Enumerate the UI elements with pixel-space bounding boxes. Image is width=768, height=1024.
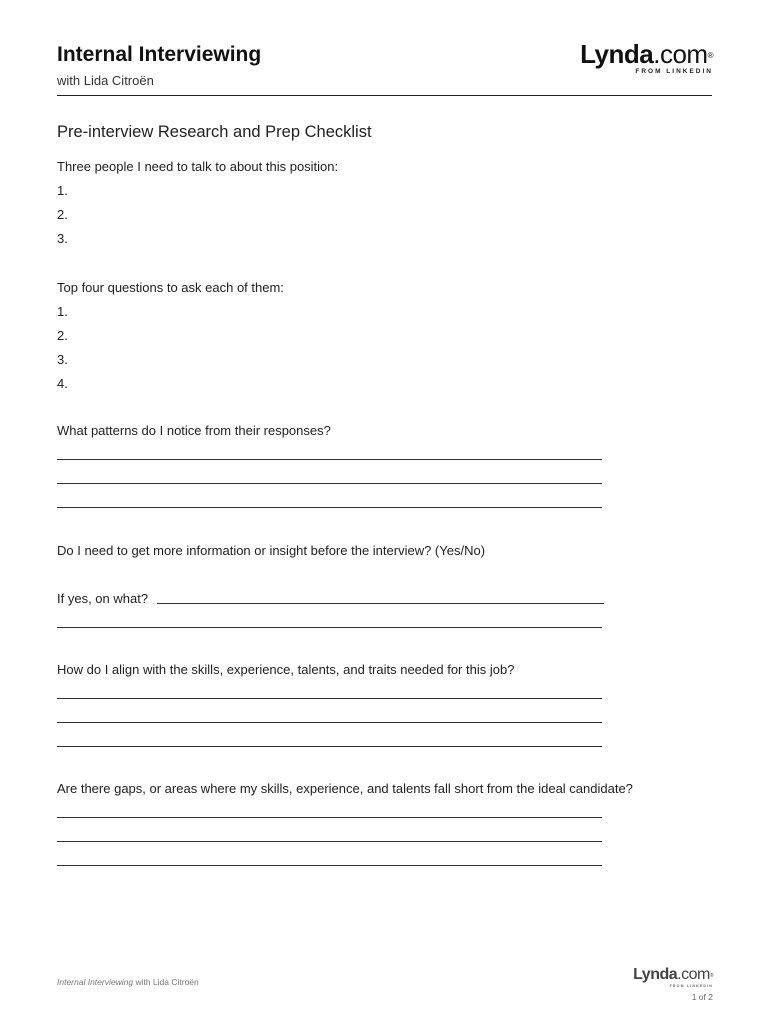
logo-bold-text: Lynda bbox=[580, 39, 654, 69]
gaps-answer-line-1[interactable] bbox=[57, 817, 602, 818]
align-answer-line-2[interactable] bbox=[57, 722, 602, 723]
align-answer-line-1[interactable] bbox=[57, 698, 602, 699]
if-yes-answer-line[interactable] bbox=[157, 603, 604, 604]
question-item-2: 2. bbox=[57, 328, 68, 343]
patterns-answer-line-3[interactable] bbox=[57, 507, 602, 508]
more-info-prompt: Do I need to get more information or insight before the interview? (Yes/No) bbox=[57, 543, 486, 558]
footer-instructor: with Lida Citroën bbox=[135, 977, 199, 987]
lynda-logo bbox=[580, 40, 713, 75]
gaps-answer-line-2[interactable] bbox=[57, 841, 602, 842]
logo-tagline: FROM LINKEDIN bbox=[635, 68, 713, 75]
people-prompt: Three people I need to talk to about this position: bbox=[57, 159, 339, 174]
footer-logo-registered-mark: ® bbox=[709, 973, 713, 979]
footer-logo-tagline: FROM LINKEDIN bbox=[669, 984, 713, 988]
document-subtitle: with Lida Citroën bbox=[57, 73, 154, 88]
document-title: Internal Interviewing bbox=[57, 43, 262, 66]
align-prompt: How do I align with the skills, experience, talents, and traits needed for this job? bbox=[57, 662, 515, 677]
people-item-2: 2. bbox=[57, 207, 68, 222]
patterns-answer-line-2[interactable] bbox=[57, 483, 602, 484]
if-yes-prompt: If yes, on what? bbox=[57, 591, 149, 606]
people-item-1: 1. bbox=[57, 183, 68, 198]
footer-logo-light-text: .com bbox=[677, 966, 710, 983]
align-answer-line-3[interactable] bbox=[57, 746, 602, 747]
gaps-answer-line-3[interactable] bbox=[57, 865, 602, 866]
questions-prompt: Top four questions to ask each of them: bbox=[57, 280, 284, 295]
question-item-4: 4. bbox=[57, 376, 68, 391]
footer-logo-bold-text: Lynda bbox=[633, 966, 678, 983]
page-number: 1 of 2 bbox=[691, 992, 713, 1002]
patterns-answer-line-1[interactable] bbox=[57, 459, 602, 460]
people-item-3: 3. bbox=[57, 231, 68, 246]
footer-course-title bbox=[57, 977, 199, 987]
question-item-3: 3. bbox=[57, 352, 68, 367]
footer-lynda-logo bbox=[633, 966, 713, 988]
if-yes-answer-line-2[interactable] bbox=[57, 627, 602, 628]
logo-registered-mark: ® bbox=[707, 51, 713, 60]
question-item-1: 1. bbox=[57, 304, 68, 319]
logo-light-text: .com bbox=[653, 39, 708, 69]
footer-course-name: Internal Interviewing bbox=[57, 977, 134, 987]
patterns-prompt: What patterns do I notice from their responses? bbox=[57, 423, 331, 438]
gaps-prompt: Are there gaps, or areas where my skills, experience, and talents fall short from the ideal candidate? bbox=[57, 781, 633, 796]
checklist-heading: Pre-interview Research and Prep Checklist bbox=[57, 123, 372, 141]
header-divider bbox=[57, 95, 712, 96]
